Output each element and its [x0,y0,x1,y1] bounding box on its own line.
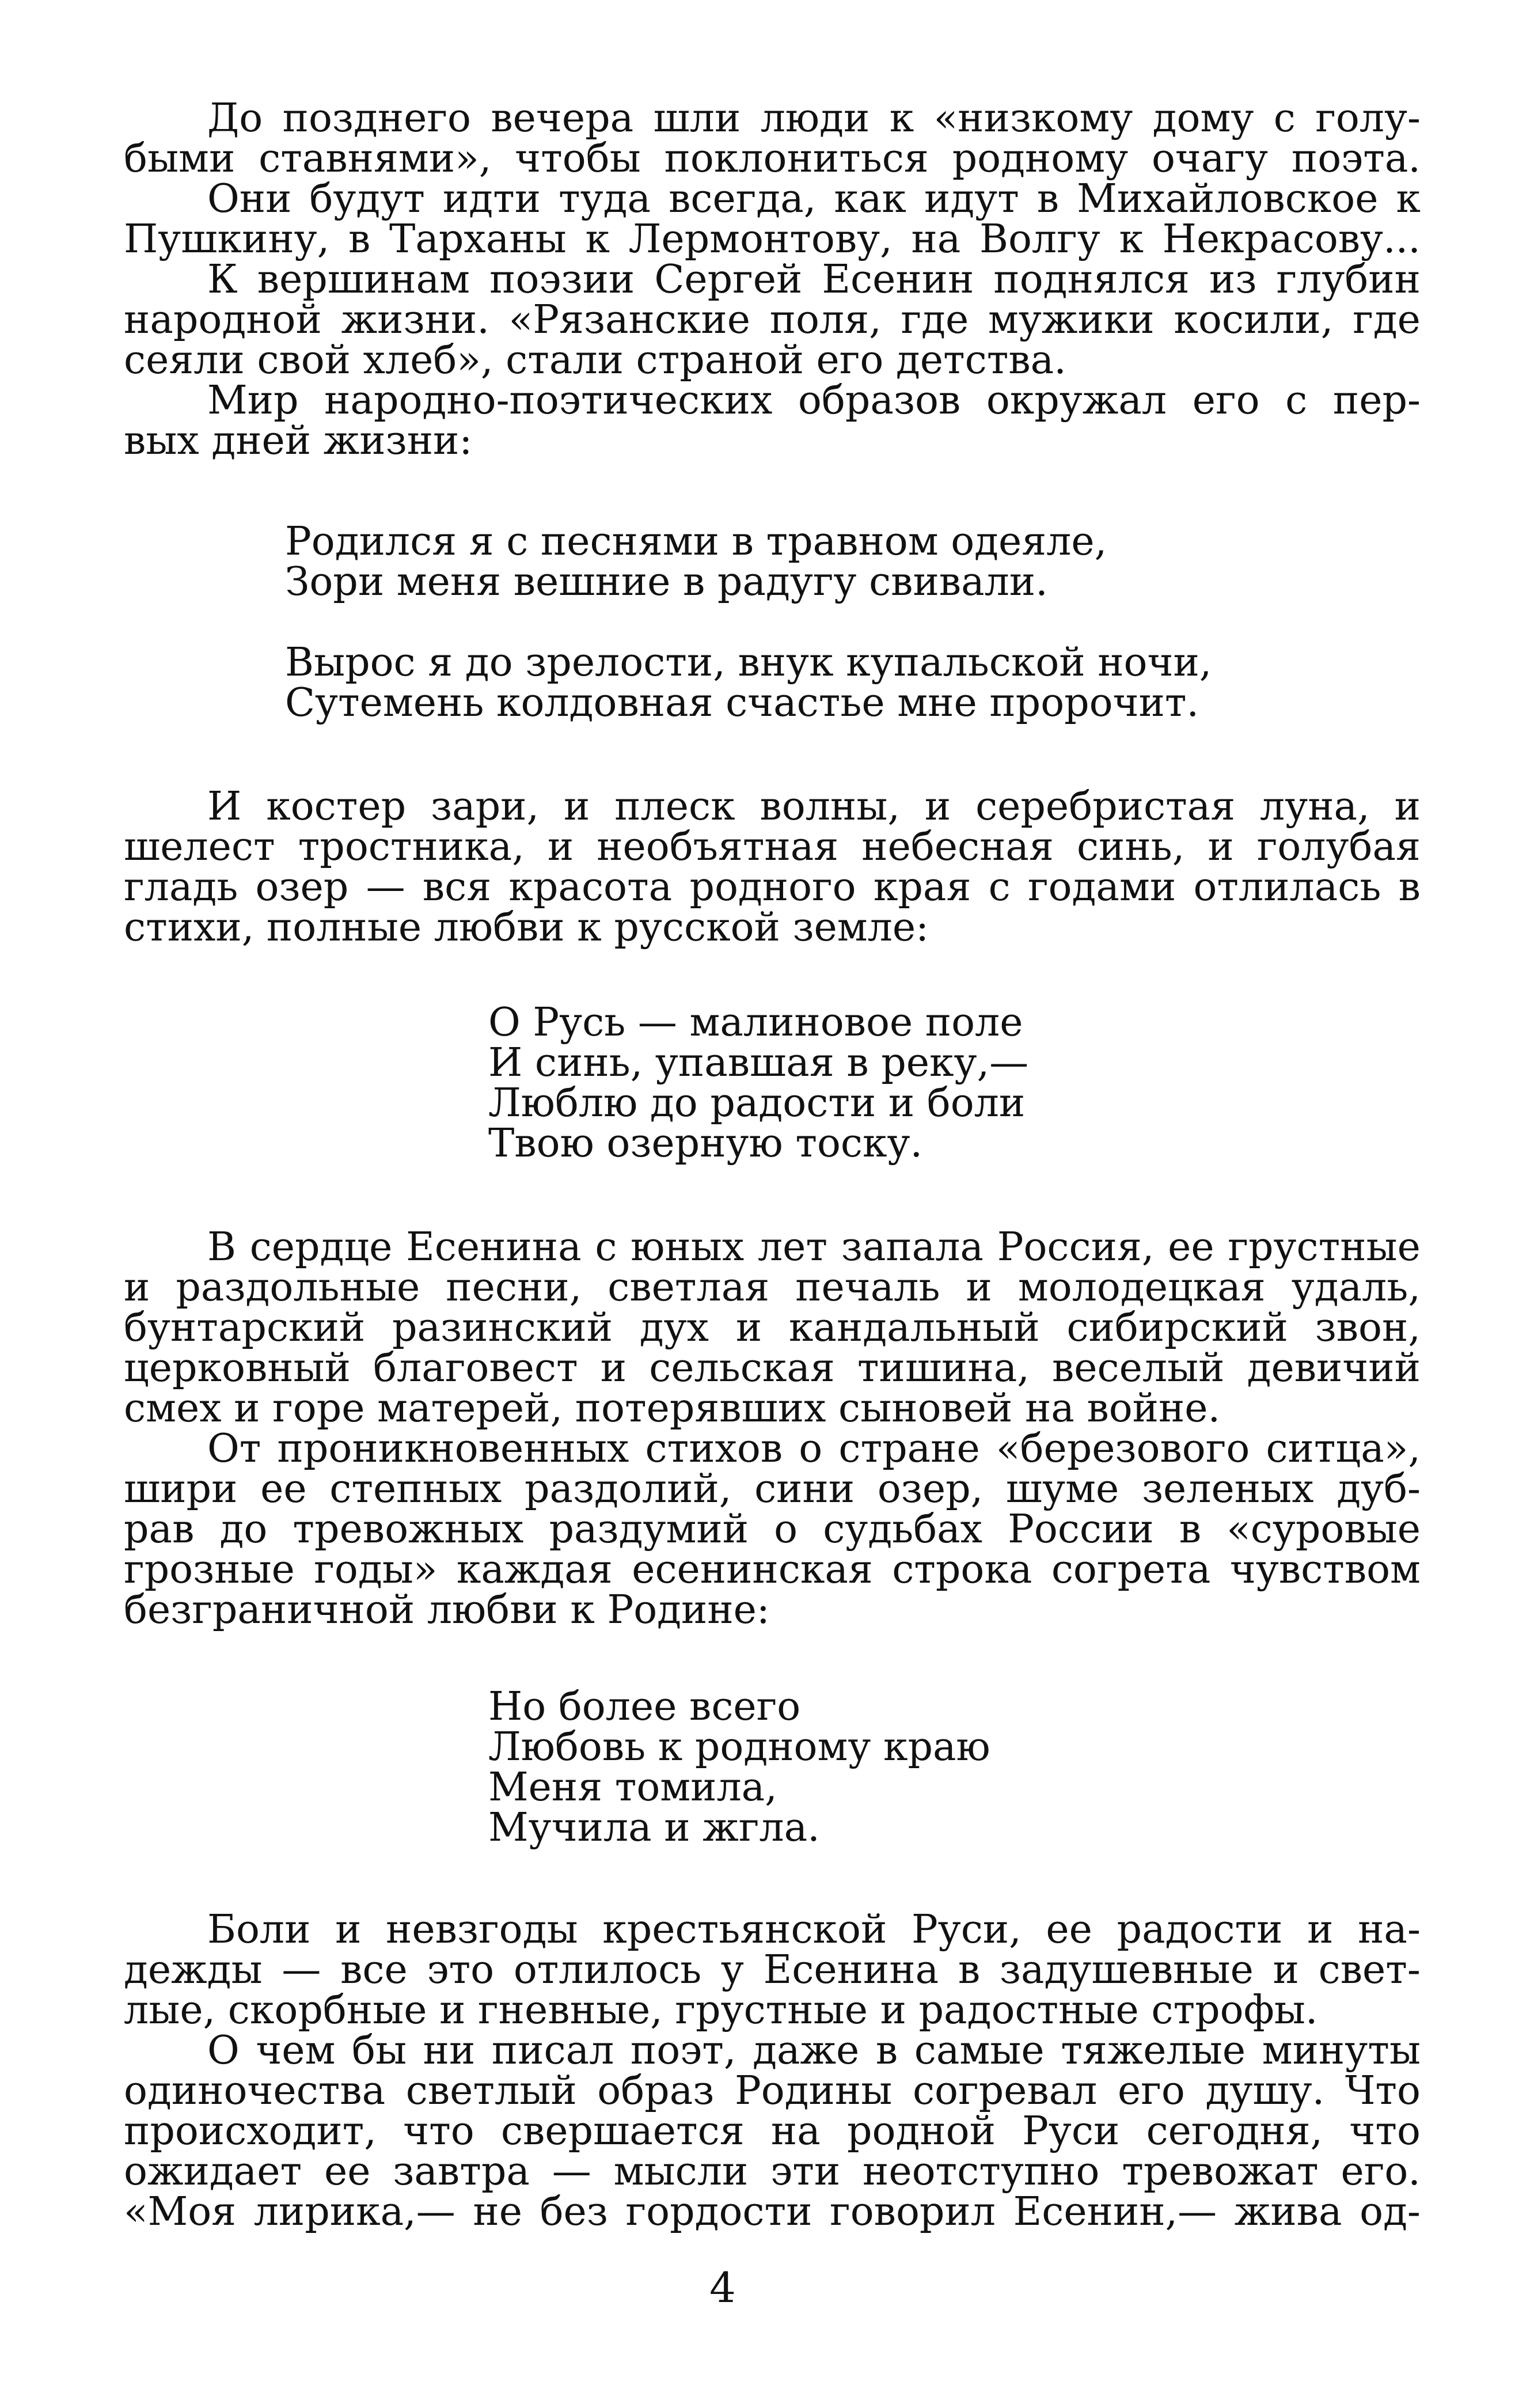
text-line: лые, скорбные и гневные, грустные и радостные строфы. [124,1988,1318,2033]
poem-line: И синь, упавшая в реку,— [488,1040,1029,1086]
text-line: К вершинам поэзии Сергей Есенин поднялся из глубин [207,257,1421,302]
text-line: народной жизни. «Рязанские поля, где мужики косили, где [124,297,1421,343]
text-line: шири ее степных раздолий, сини озер, шуме зеленых дуб- [124,1466,1421,1512]
text-line: шелест тростника, и необъятная небесная синь, и голубая [124,824,1421,870]
text-line: От проникновенных стихов о стране «березового ситца», [207,1426,1421,1472]
text-line: Они будут идти туда всегда, как идут в Михайловское к [207,176,1421,222]
text-line: быми ставнями», чтобы поклониться родному очагу поэта. [124,136,1421,181]
text-line: И костер зари, и плеск волны, и серебристая луна, и [207,784,1421,829]
poem-line: Но более всего [488,1684,801,1730]
poem-line: Сутемень колдовная счастье мне пророчит. [285,680,1199,726]
poem-line: Зори меня вешние в радугу свивали. [285,559,1048,605]
text-line: вых дней жизни: [124,418,473,464]
text-line: и раздольные песни, светлая печаль и молодецкая удаль, [124,1265,1421,1310]
poem-line: Вырос я до зрелости, внук купальской ночи, [285,640,1212,685]
text-line: бунтарский разинский дух и кандальный сибирский звон, [124,1305,1421,1351]
text-line: одиночества светлый образ Родины согревал его душу. Что [124,2068,1421,2114]
text-line: смех и горе матерей, потерявших сыновей на войне. [124,1386,1221,1431]
poem-line: О Русь — малиновое поле [488,1000,1023,1045]
text-line: Боли и невзгоды крестьянской Руси, ее радости и на- [207,1907,1421,1952]
poem-line: Меня томила, [488,1765,777,1810]
text-line: происходит, что свершается на родной Руси сегодня, что [124,2109,1421,2154]
text-line: сеяли свой хлеб», стали страной его детства. [124,338,1066,383]
poem-line: Любовь к родному краю [488,1724,990,1770]
text-line: грозные годы» каждая есенинская строка согрета чувством [124,1547,1421,1592]
page-number: 4 [709,2263,736,2312]
text-line: гладь озер — вся красота родного края с годами отлилась в [124,864,1421,910]
poem-line: Люблю до радости и боли [488,1080,1026,1126]
text-line: стихи, полные любви к русской земле: [124,905,929,950]
text-line: рав до тревожных раздумий о судьбах России в «суровые [124,1507,1421,1552]
poem-line: Твою озерную тоску. [488,1121,923,1166]
poem-line: Родился я с песнями в травном одеяле, [285,519,1107,564]
text-line: церковный благовест и сельская тишина, веселый девичий [124,1345,1421,1391]
text-line: «Моя лирика,— не без гордости говорил Есенин,— жива од- [124,2189,1421,2235]
text-line: Пушкину, в Тарханы к Лермонтову, на Волгу к Некрасову... [124,217,1421,262]
text-line: безграничной любви к Родине: [124,1587,770,1633]
text-line: дежды — все это отлилось у Есенина в задушевные и свет- [124,1947,1421,1993]
text-line: До позднего вечера шли люди к «низкому дому с голу- [207,96,1421,141]
text-line: О чем бы ни писал поэт, даже в самые тяжелые минуты [207,2028,1421,2073]
text-line: В сердце Есенина с юных лет запала Россия, ее грустные [207,1224,1421,1270]
poem-line: Мучила и жгла. [488,1805,820,1850]
text-line: ожидает ее завтра — мысли эти неотступно тревожат его. [124,2149,1421,2194]
text-line: Мир народно-поэтических образов окружал его с пер- [207,378,1421,423]
